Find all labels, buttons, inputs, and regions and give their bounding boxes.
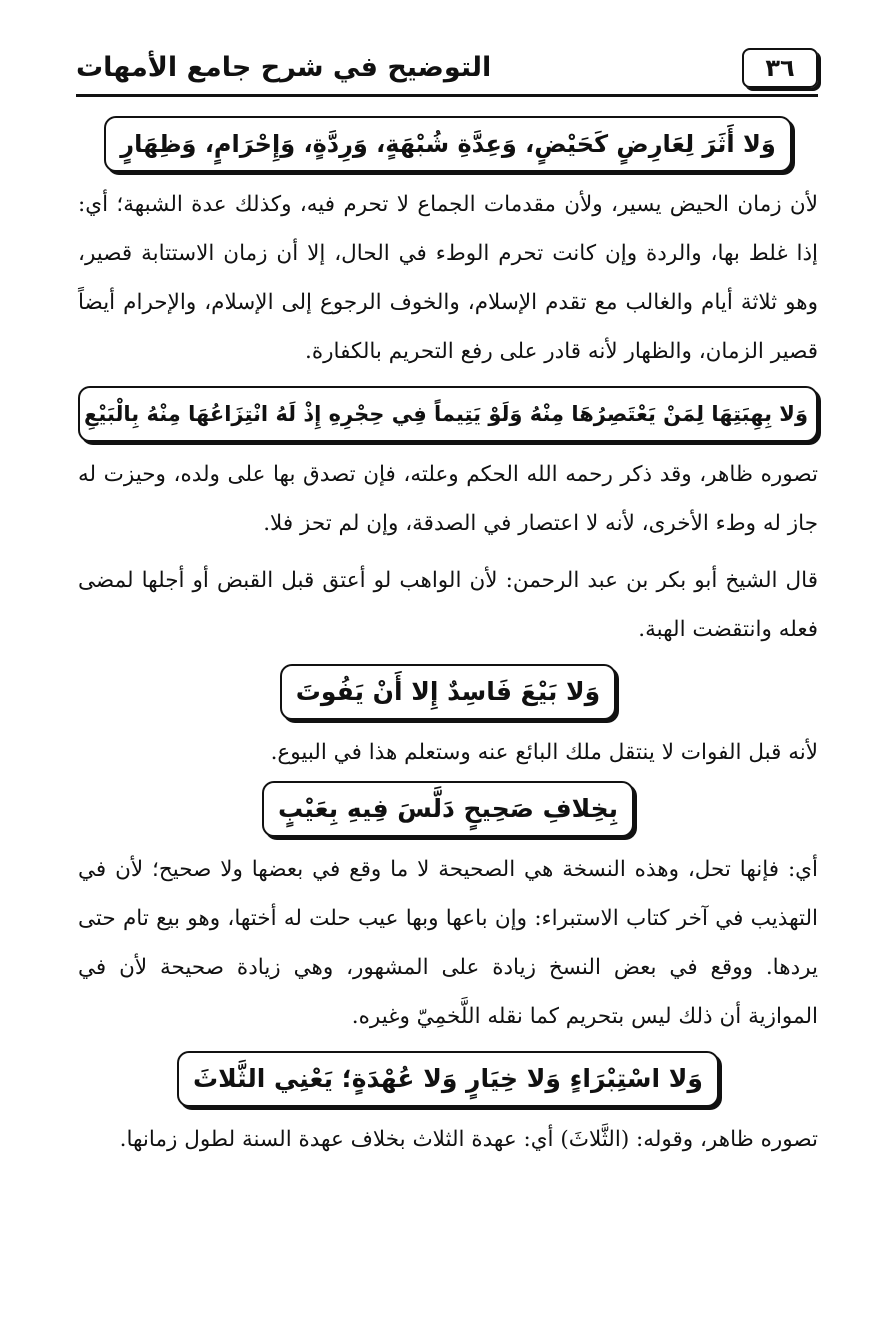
- running-title: [76, 48, 716, 88]
- page-body: [78, 112, 818, 1164]
- matn-text: وَلا اسْتِبْرَاءٍ وَلا خِيَارٍ وَلا عُهْدَةٍ؛ يَعْنِي الثَّلاثَ: [193, 1064, 703, 1093]
- commentary-paragraph: تصوره ظاهر، وقد ذكر رحمه الله الحكم وعلته، فإن تصدق بها على ولده، وحيزت له جاز له وطء الأخرى، لأنه لا اعتصار في الصدقة، وإن لم تحز فلا.: [78, 462, 818, 536]
- matn-text: وَلا بِهِبَتِهَا لِمَنْ يَعْتَصِرُهَا مِنْهُ وَلَوْ يَتِيماً فِي حِجْرِهِ إِذْ لَهُ انْتِزَاعُهَا مِنْهُ بِالْبَيْعِ: [84, 402, 808, 426]
- header-rule: [76, 94, 818, 97]
- commentary-paragraph: لأن زمان الحيض يسير، ولأن مقدمات الجماع لا تحرم فيه، وكذلك عدة الشبهة؛ أي: إذا غلط بها، والردة وإن كانت تحرم الوطء في الحال، إلا أن زمان الاستتابة قصير، وهو ثلاثة أيام والغالب مع تقدم الإسلام، والخوف الرجوع إلى الإسلام، والإحرام أيضاً قصير الزمان، والظهار لأنه قادر على رفع التحريم بالكفارة.: [78, 192, 818, 364]
- matn-row: [78, 386, 818, 442]
- commentary-paragraph: قال الشيخ أبو بكر بن عبد الرحمن: لأن الواهب لو أعتق قبل القبض أو أجلها لمضى فعله وانتقضت الهبة.: [78, 568, 818, 642]
- matn-box: [177, 1051, 719, 1107]
- matn-box: [262, 781, 634, 837]
- matn-text: وَلا بَيْعَ فَاسِدٌ إِلا أَنْ يَفُوتَ: [295, 677, 601, 706]
- page-header: [76, 38, 818, 96]
- page-number-box: [742, 48, 818, 88]
- commentary-paragraph: لأنه قبل الفوات لا ينتقل ملك البائع عنه وستعلم هذا في البيوع.: [270, 740, 818, 765]
- commentary-paragraph: تصوره ظاهر، وقوله: (الثَّلاثَ) أي: عهدة الثلاث بخلاف عهدة السنة لطول زمانها.: [119, 1127, 818, 1152]
- matn-box: [78, 386, 818, 442]
- matn-row: [78, 116, 818, 172]
- matn-row: [78, 1051, 818, 1107]
- matn-box: [104, 116, 791, 172]
- running-title-text: التوضيح في شرح جامع الأمهات: [76, 52, 492, 83]
- matn-text: بِخِلافِ صَحِيحٍ دَلَّسَ فِيهِ بِعَيْبٍ: [277, 794, 619, 823]
- matn-row: [78, 664, 818, 720]
- matn-text: وَلا أَثَرَ لِعَارِضٍ كَحَيْضٍ، وَعِدَّةِ شُبْهَةٍ، وَرِدَّةٍ، وَإِحْرَامٍ، وَظِهَارٍ: [120, 130, 776, 158]
- page-number: ٣٦: [765, 54, 795, 82]
- commentary-paragraph: أي: فإنها تحل، وهذه النسخة هي الصحيحة لا ما وقع في بعضها ولا صحيح؛ لأن في التهذيب في آخر كتاب الاستبراء: وإن باعها وبها عيب حلت له أختها، وهو بيع تام حتى يردها. ووقع في بعض النسخ زيادة على المشهور، وهي زيادة صحيحة لأن في الموازية أن ذلك ليس بتحريم كما نقله اللَّخمِيّ وغيره.: [78, 857, 818, 1029]
- matn-row: [78, 781, 818, 837]
- matn-box: [280, 664, 616, 720]
